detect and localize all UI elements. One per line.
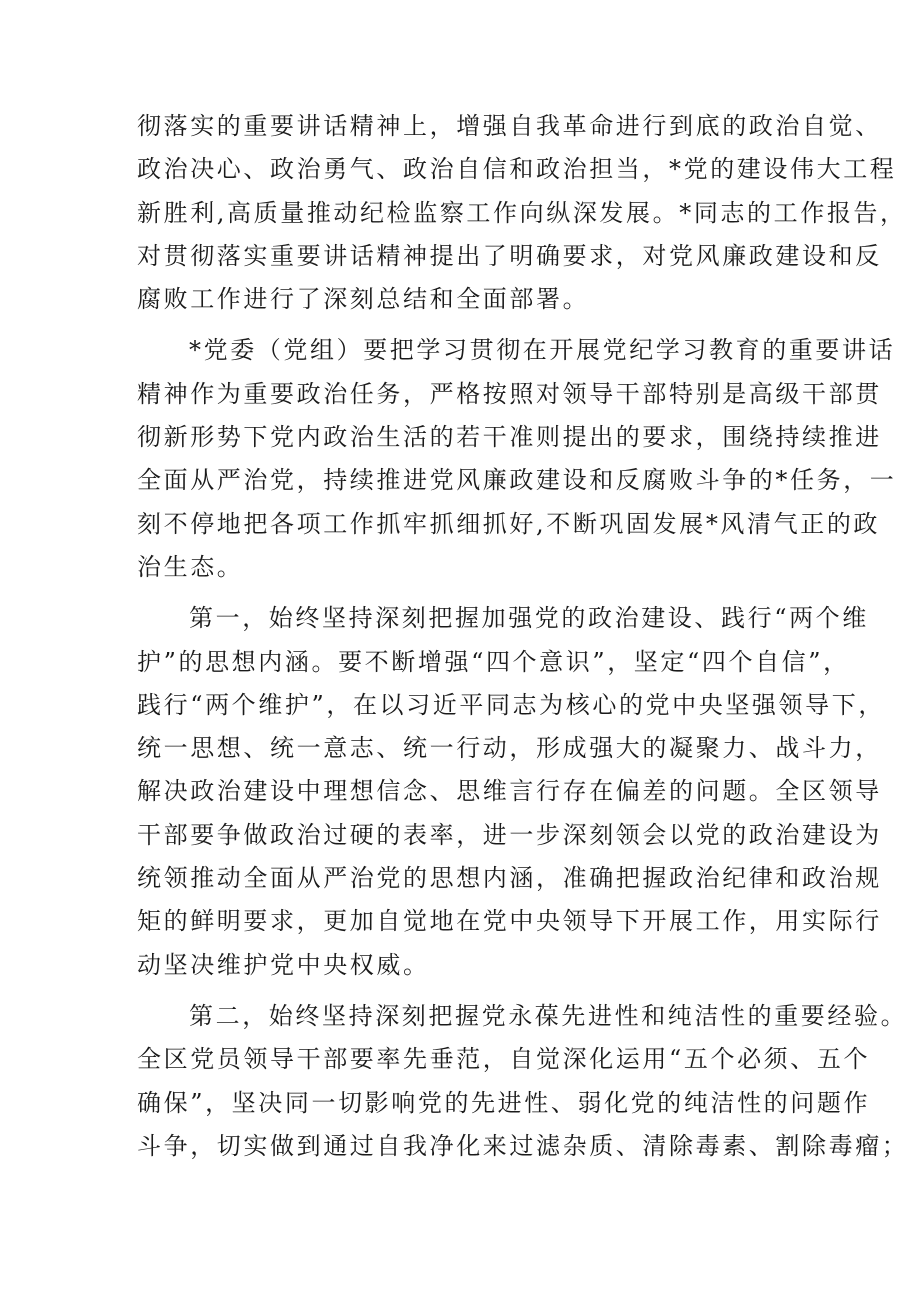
text-line: 治生态。 [137,552,244,581]
paragraph-1 [137,105,907,321]
text-line: 第一，始终坚持深刻把握加强党的政治建设、践行“两个维 [189,604,869,633]
text-line: 全区党员领导干部要率先垂范，自觉深化运用“五个必须、五个 [137,1045,871,1074]
text-line: 矩的鲜明要求，更加自觉地在党中央领导下开展工作，用实际行 [137,907,882,936]
text-line: 全面从严治党，持续推进党风廉政建设和反腐败斗争的*任务，一 [137,466,897,495]
text-line: 践行“两个维护”，在以习近平同志为核心的党中央坚强领导下， [137,690,885,719]
text-line: 刻不停地把各项工作抓牢抓细抓好,不断巩固发展*风清气正的政 [137,509,881,538]
text-line: 政治决心、政治勇气、政治自信和政治担当，*党的建设伟大工程 [137,155,897,184]
text-line: 精神作为重要政治任务，严格按照对领导干部特别是高级干部贯 [137,379,882,408]
text-line: 彻新形势下党内政治生活的若干准则提出的要求，围绕持续推进 [137,423,882,452]
text-line: 腐败工作进行了深刻总结和全面部署。 [137,285,590,314]
text-line: 统一思想、统一意志、统一行动，形成强大的凝聚力、战斗力， [137,734,882,763]
text-line: 新胜利,高质量推动纪检监察工作向纵深发展。*同志的工作报告， [137,198,907,227]
text-line: 动坚决维护党中央权威。 [137,950,430,979]
text-line: *党委（党组）要把学习贯彻在开展党纪学习教育的重要讲话 [189,336,896,365]
text-line: 第二，始终坚持深刻把握党永葆先进性和纯洁性的重要经验。 [189,1001,908,1030]
paragraph-3 [137,597,885,987]
text-line: 彻落实的重要讲话精神上，增强自我革命进行到底的政治自觉、 [137,112,882,140]
paragraph-2 [137,329,897,589]
document-body [137,105,909,1168]
paragraph-4 [137,995,909,1168]
text-line: 解决政治建设中理想信念、思维言行存在偏差的问题。全区领导 [137,777,882,806]
text-line: 统领推动全面从严治党的思想内涵，准确把握政治纪律和政治规 [137,864,882,893]
text-line: 确保”，坚决同一切影响党的先进性、弱化党的纯洁性的问题作 [137,1088,871,1117]
text-line: 护”的思想内涵。要不断增强“四个意识”，坚定“四个自信”， [137,647,850,676]
text-line: 斗争，切实做到通过自我净化来过滤杂质、清除毒素、割除毒瘤； [137,1131,909,1160]
text-line: 对贯彻落实重要讲话精神提出了明确要求，对党风廉政建设和反 [137,241,882,270]
text-line: 干部要争做政治过硬的表率，进一步深刻领会以党的政治建设为 [137,820,882,849]
